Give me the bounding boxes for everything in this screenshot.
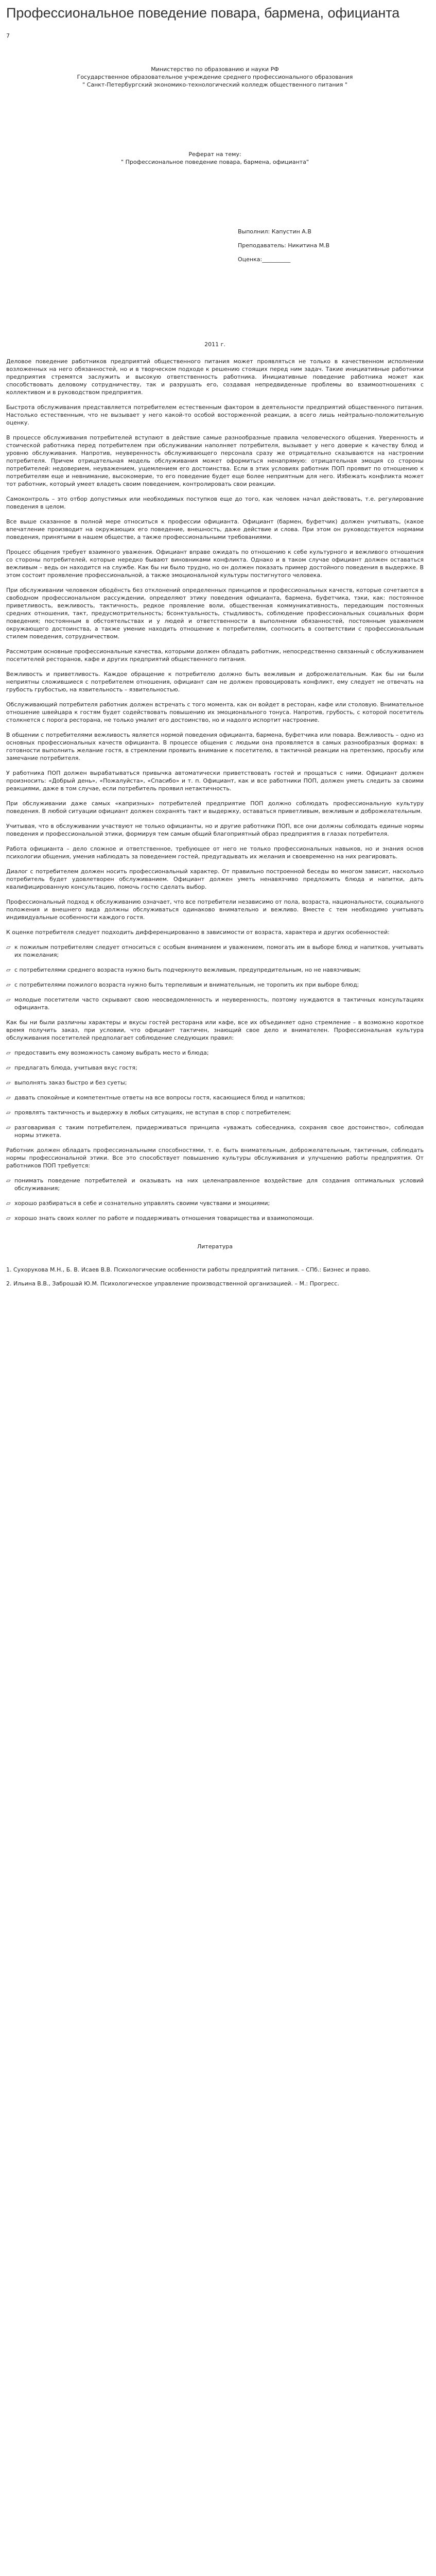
bullet-icon: ▱ xyxy=(6,1079,11,1086)
header-line-college: " Санкт-Петербургский экономико-технологический колледж общественного питания " xyxy=(82,81,347,88)
report-topic: " Профессиональное поведение повара, бармена, официанта" xyxy=(121,159,309,165)
literature-item: 2. Ильина В.В., Заброшай Ю.М. Психологическое управление производственной организацией. – М.: Прогресс. xyxy=(6,1280,339,1287)
paragraph: У работника ПОП должен вырабатываться привычка автоматически приветствовать гостей и прощаться с ними. Официант должен произносить: «Добрый день», «Пожалуйста», «Спасибо» и т. п. Официант, как и все работники ПОП, должен уметь следить за своими реакциями, даже в том случае, если потребитель проявил нетактичность. xyxy=(6,770,424,792)
report-label: Реферат на тему: xyxy=(188,151,241,158)
list-item xyxy=(6,1177,424,1192)
paragraph: Профессиональный подход к обслуживанию означает, что все потребители независимо от пола, возраста, национальности, социального положения и внешнего вида должны обслуживаться одинаково внимательно и вежливо. Вместе с тем необходимо учитывать индивидуальные особенности каждого гостя. xyxy=(6,899,424,921)
list-item xyxy=(6,943,424,959)
paragraph: Процесс общения требует взаимного уважения. Официант вправе ожидать по отношению к себе культурного и вежливого отношения со стороны потребителей, которые нередко бывают виновниками конфликта. Однако и в таком случае официант должен оставаться вежливым – ведь он находится на службе. Как бы ни было трудно, но он должен показать пример достойного поведения в выдержке. В этом состоит проявление профессиональной, а также эмоциональной культуры постигнутого человека. xyxy=(6,549,424,579)
list-item-text: хорошо разбираться в себе и сознательно управлять своими чувствами и эмоциями; xyxy=(14,1200,270,1207)
bullet-icon: ▱ xyxy=(6,1109,11,1116)
bullet-icon: ▱ xyxy=(6,1124,11,1131)
paragraph: Быстрота обслуживания представляется потребителем естественным фактором в деятельности предприятий общественного питания. Настолько естественным, что не вызывает у него какой-то особой восторженной реакции, а всего лишь нейтрально-положительную оценку. xyxy=(6,404,424,426)
bullet-icon: ▱ xyxy=(6,1094,11,1101)
paragraph: Самоконтроль – это отбор допустимых или необходимых поступков еще до того, как человек начал действовать, т.е. регулирование поведения в целом. xyxy=(6,496,424,510)
literature-title: Литература xyxy=(197,1243,233,1250)
list-item xyxy=(6,1064,424,1072)
paragraph: При обслуживании даже самых «капризных» потребителей предприятие ПОП должно соблюдать профессиональную культуру поведения. В любой ситуации официант должен сохранять такт и выдержку, оставаться приветливым, вежливым и доброжелательным. xyxy=(6,800,424,815)
paragraph: В процессе обслуживания потребителей вступают в действие самые разнообразные правила человеческого общения. Уверенность и стоической работника перед потребителем при обслуживании наполняет потребителя, вызывает у него доверие к качеству блюд и уровню обслуживания. Напротив, неуверенность обслуживающего персонала сразу же отрицательно сказываются на настроении потребителя. Причем отрицательная модель обслуживания может оформиться ненапрямую: отрицательная эмоция со стороны потребителей: недоверием, неуважением, ущемлением его достоинства. Если в этих условиях работник ПОП проявит по отношению к потребителям еще и невнимание, высокомерие, то его поведение будет еще более неприятным для него. Избежать конфликта может тот работник, который умеет владеть своим поведением, контролировать свои реакции. xyxy=(6,434,424,487)
grade-line: Оценка:__________ xyxy=(238,256,291,263)
signature-block xyxy=(238,228,424,263)
list-item-text: давать спокойные и компетентные ответы на все вопросы гостя, касающиеся блюд и напитков; xyxy=(14,1094,305,1101)
report-title-block xyxy=(6,150,424,166)
literature-item: 1. Сухорукова М.Н., Б. В. Исаев В.В. Психологические особенности работы предприятий питания. – СПб.: Бизнес и право. xyxy=(6,1266,371,1273)
page-number: 7 xyxy=(6,32,10,39)
list-item xyxy=(6,981,424,989)
list-item xyxy=(6,1094,424,1101)
paragraph: Деловое поведение работников предприятий общественного питания может проявляться не только в качественном исполнении возложенных на него обязанностей, но и в творческом подходе к решению стоящих перед ним задач. Такие инициативные работники предприятия стремятся заслужить и высокую ответственность работника. Инициативные поведение работника может как способствовать деловому сотрудничеству, так и разрушать его, создавая непредвиденные проблемы во взаимоотношениях с коллективом и в руководством предприятия. xyxy=(6,358,424,396)
list-item xyxy=(6,1214,424,1222)
year: 2011 г. xyxy=(204,341,225,348)
paragraph: При обслуживании человеком ободёнсть без отклонений определенных принципов и профессиональных качеств, которые сочетаются в свободном профессиональном рассуждении, определяют этику поведения официанта, бармена, буфетчика, тэки, как: постоянное приветливость, вежливость, тактичность, редкое проявление воли, общественная коммуникативность, передающим постоянных средних отношения, такт, предусмотрительность; бсонктуальность, стыдливость, соблюдение профессиональных социальных форм поведения; постоянным в обстоятельствах и у людей и ответственности в выполнении обязанностей, постоянным уважением окружающего достоинства, а также умение находить отношение к потребителям, соотносить в соответствии с профессиональным стилем поведения, сотрудничеством. xyxy=(6,587,424,640)
list-item xyxy=(6,1079,424,1087)
list-item-text: проявлять тактичность и выдержку в любых ситуациях, не вступая в спор с потребителем; xyxy=(14,1109,291,1116)
paragraph: Работник должен обладать профессиональными способностями, т. е. быть внимательным, доброжелательным, тактичным, соблюдать нормы профессиональной этики. Все это способствует повышению культуры обслуживания и улучшению работы предприятия. От работников ПОП требуется: xyxy=(6,1147,424,1169)
list-item-text: хорошо знать своих коллег по работе и поддерживать отношения товарищества и взаимопомощи. xyxy=(14,1215,314,1222)
paragraph: Обслуживающий потребителя работник должен встречать с того момента, как он войдет в ресторан, кафе или столовую. Внимательное отношение швейцара к гостям будет содействовать повышению их эмоционального тонуса. Напротив, грубость, с которой посетитель столкнется с порога ресторана, не только умалит его достоинство, но и надолго испортит настроение. xyxy=(6,701,424,723)
author-line: Выполнил: Капустин А.В xyxy=(238,228,311,235)
list-item xyxy=(6,996,424,1011)
list-item-text: выполнять заказ быстро и без суеты; xyxy=(14,1079,127,1086)
list-item-text: предлагать блюда, учитывая вкус гостя; xyxy=(14,1064,137,1071)
page-title: Профессиональное поведение повара, бармена, официанта xyxy=(6,5,400,21)
teacher-line: Преподаватель: Никитина М.В xyxy=(238,242,330,249)
bullet-icon: ▱ xyxy=(6,981,11,988)
header-line-institution: Государственное образовательное учреждение среднего профессионального образования xyxy=(77,74,353,80)
list-item-text: молодые посетители часто скрывают свою неосведомленность и неуверенность, поэтому нуждаются в тактичных консультациях официанта. xyxy=(14,996,424,1011)
paragraph: Работа официанта – дело сложное и ответственное, требующее от него не только профессиональных навыков, но и знания основ психологии общения, умения наблюдать за поведением гостей, предугадывать их желания и своевременно на них реагировать. xyxy=(6,845,424,860)
list-item-text: с потребителями пожилого возраста нужно быть терпеливым и внимательным, не торопить их при выборе блюд; xyxy=(14,981,359,988)
list-item-text: разговаривая с таким потребителем, придерживаться принципа «уважать собеседника, сохраняя свое достоинство», соблюдая нормы этикета. xyxy=(14,1124,424,1139)
bullet-icon: ▱ xyxy=(6,944,11,951)
list-item xyxy=(6,1199,424,1207)
bullet-icon: ▱ xyxy=(6,1064,11,1071)
header-line-ministry: Министерство по образованию и науки РФ xyxy=(151,66,279,73)
bullet-icon: ▱ xyxy=(6,1177,11,1184)
list-item-text: к пожилым потребителям следует относиться с особым вниманием и уважением, помогать им в выборе блюд и напитков, учитывать их пожелания; xyxy=(14,944,424,958)
list-item xyxy=(6,966,424,974)
list-item xyxy=(6,1049,424,1057)
list-item-text: понимать поведение потребителей и оказывать на них целенаправленное воздействие для создания оптимальных условий обслуживания; xyxy=(14,1177,424,1192)
list-item xyxy=(6,1124,424,1139)
list-item-text: предоставить ему возможность самому выбрать место и блюда; xyxy=(14,1049,209,1056)
bullet-icon: ▱ xyxy=(6,1200,11,1207)
paragraph: Рассмотрим основные профессиональные качества, которыми должен обладать работник, непосредственно связанный с обслуживанием посетителей ресторанов, кафе и других предприятий общественного питания. xyxy=(6,648,424,663)
document-body xyxy=(6,65,424,1287)
paragraph: К оценке потребителя следует подходить дифференцированно в зависимости от возраста, характера и других особенностей: xyxy=(6,929,390,936)
paragraph: Учитывая, что в обслуживании участвуют не только официанты, но и другие работники ПОП, все они должны соблюдать единые нормы поведения и профессиональной этики, формируя тем самым общий благоприятный образ предприятия в глазах потребителя. xyxy=(6,823,424,837)
paragraph: В общении с потребителями вежливость является нормой поведения официанта, бармена, буфетчика или повара. Вежливость – одно из основных профессиональных качеств официанта. В процессе общения с людьми она проявляется в самых разнообразных формах: в готовности выполнить желание гостя, в стремлении проявить внимание к посетителю, в тактичной реакции на претензию, просьбу или замечание потребителя. xyxy=(6,732,424,761)
bullet-icon: ▱ xyxy=(6,967,11,973)
bullet-icon: ▱ xyxy=(6,1049,11,1056)
header-block xyxy=(6,65,424,89)
bullet-icon: ▱ xyxy=(6,1215,11,1222)
paragraph: Вежливость и приветливость. Каждое обращение к потребителю должно быть вежливым и доброжелательным. Как бы ни были неприятны сложившиеся с потребителем отношения, официант сам не должен провоцировать конфликт, ему следует не отвечать на грубость грубостью, на язвительность – язвительностью. xyxy=(6,671,424,693)
list-item xyxy=(6,1109,424,1116)
paragraph: Как бы ни были различны характеры и вкусы гостей ресторана или кафе, все их объединяет одно стремление – в возможно короткое время получить заказ, при условии, что официант тактичен, знающий свое дело и внимателен. Профессиональная культура обслуживания посетителей предполагает соблюдение следующих правил: xyxy=(6,1019,424,1041)
paragraph: Все выше сказанное в полной мере относиться к профессии официанта. Официант (бармен, буфетчик) должен учитывать, (какое впечатление производит на окружающих его поведение, внешность, даже действие и слова. При этом он руководствуется нормами поведения, принятыми в нашем обществе, а также профессиональными требованиями. xyxy=(6,518,424,540)
page xyxy=(0,4,436,1287)
bullet-icon: ▱ xyxy=(6,996,11,1003)
list-item-text: с потребителями среднего возраста нужно быть подчеркнуто вежливым, предупредительным, но не навязчивым; xyxy=(14,967,361,973)
paragraph: Диалог с потребителем должен носить профессиональный характер. От правильно построенной беседы во многом зависит, насколько потребитель будет удовлетворен обслуживанием. Официант должен уметь ненавязчиво предложить блюда и напитки, дать квалифицированную консультацию, помочь гостю сделать выбор. xyxy=(6,868,424,890)
